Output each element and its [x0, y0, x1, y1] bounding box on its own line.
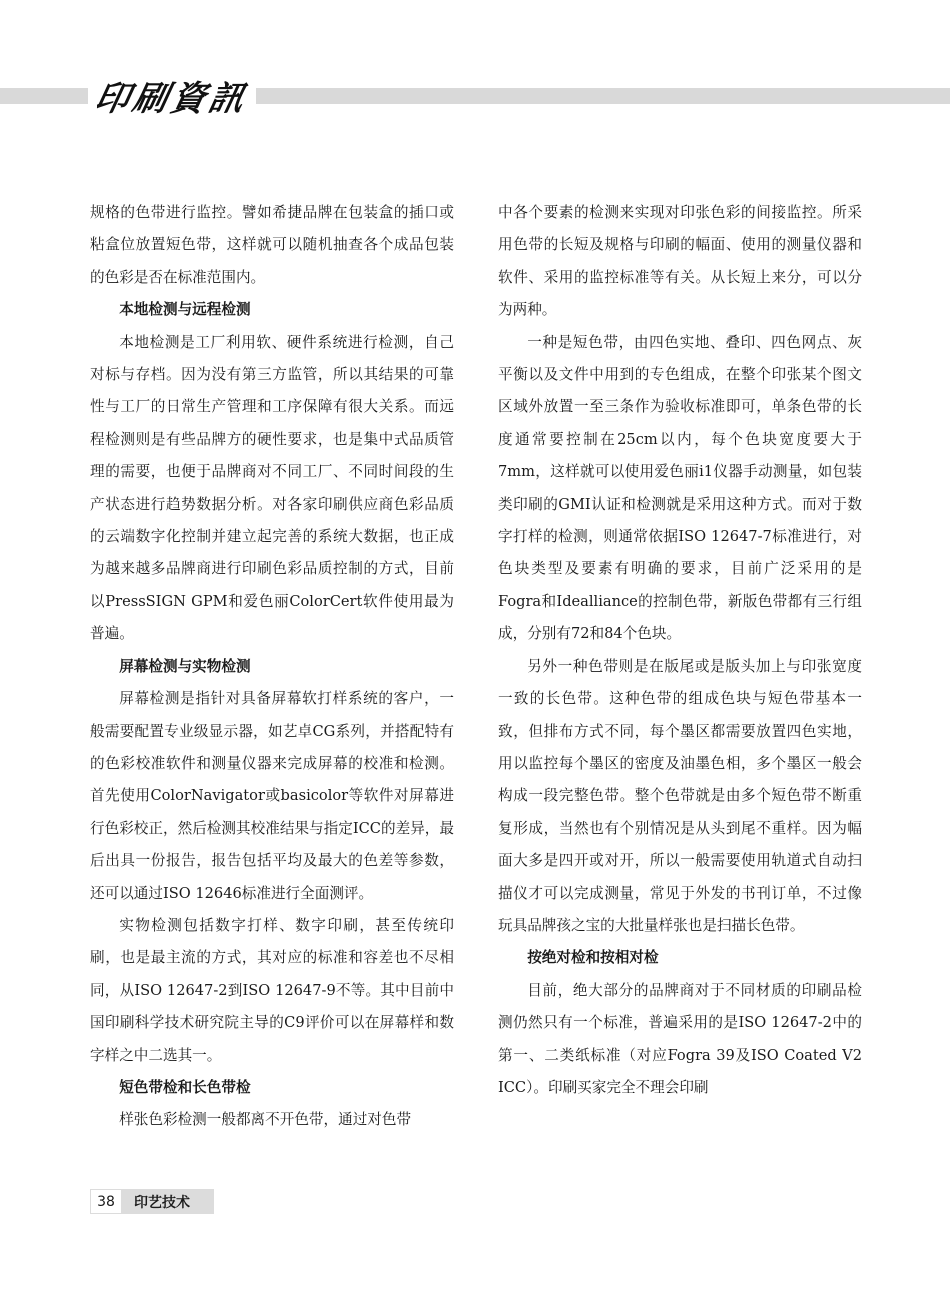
right-column — [498, 197, 862, 1104]
left-column — [90, 197, 454, 1137]
section-heading: 按绝对检和按相对检 — [527, 949, 659, 967]
logo-text: 印刷資訊 — [91, 78, 252, 119]
paragraph: 一种是短色带，由四色实地、叠印、四色网点、灰平衡以及文件中用到的专色组成，在整个印张某个图文区域外放置一至三条作为验收标准即可，单条色带的长度通常要控制在25cm以内，每个色块宽度要大于7mm，这样就可以使用爱色丽i1仪器手动测量，如包装类印刷的GMI认证和检测就是采用这种方式。而对于数字打样的检测，则通常依据ISO 12647-7标准进行，对色块类型及要素有明确的要求，目前广泛采用的是Fogra和Idealliance的控制色带，新版色带都有三行组成，分别有72和84个色块。 — [498, 333, 862, 643]
paragraph: 中各个要素的检测来实现对印张色彩的间接监控。所采用色带的长短及规格与印刷的幅面、使用的测量仪器和软件、采用的监控标准等有关。从长短上来分，可以分为两种。 — [498, 204, 862, 319]
magazine-logo — [88, 70, 256, 120]
paragraph: 样张色彩检测一般都离不开色带，通过对色带 — [119, 1111, 412, 1129]
paragraph: 目前，绝大部分的品牌商对于不同材质的印刷品检测仍然只有一个标准，普遍采用的是ISO 12647-2中的第一、二类纸标准（对应Fogra 39及ISO Coated V2 ICC）。印刷买家完全不理会印刷 — [498, 981, 862, 1096]
section-heading: 屏幕检测与实物检测 — [119, 657, 251, 675]
page-number: 38 — [90, 1189, 122, 1214]
paragraph: 本地检测是工厂利用软、硬件系统进行检测，自己对标与存档。因为没有第三方监管，所以其结果的可靠性与工厂的日常生产管理和工序保障有很大关系。而远程检测则是有些品牌方的硬性要求，也是集中式品质管理的需要，也便于品牌商对不同工厂、不同时间段的生产状态进行趋势数据分析。对各家印刷供应商色彩品质的云端数字化控制并建立起完善的系统大数据，也正成为越来越多品牌商进行印刷色彩品质控制的方式，目前以PressSIGN GPM和爱色丽ColorCert软件使用最为普遍。 — [90, 333, 454, 643]
paragraph: 实物检测包括数字打样、数字印刷，甚至传统印刷，也是最主流的方式，其对应的标准和容差也不尽相同，从ISO 12647-2到ISO 12647-9不等。其中目前中国印刷科学技术研究院主导的C9评价可以在屏幕样和数字样之中二选其一。 — [90, 916, 454, 1064]
paragraph: 另外一种色带则是在版尾或是版头加上与印张宽度一致的长色带。这种色带的组成色块与短色带基本一致，但排布方式不同，每个墨区都需要放置四色实地，用以监控每个墨区的密度及油墨色相，多个墨区一般会构成一段完整色带。整个色带就是由多个短色带不断重复形成，当然也有个别情况是从头到尾不重样。因为幅面大多是四开或对开，所以一般需要使用轨道式自动扫描仪才可以完成测量，常见于外发的书刊订单，不过像玩具品牌孩之宝的大批量样张也是扫描长色带。 — [498, 657, 862, 934]
section-heading: 短色带检和长色带检 — [119, 1078, 251, 1096]
page-footer — [90, 1189, 214, 1214]
publication-name: 印艺技术 — [134, 1194, 190, 1211]
paragraph: 规格的色带进行监控。譬如希捷品牌在包装盒的插口或粘盒位放置短色带，这样就可以随机抽查各个成品包装的色彩是否在标准范围内。 — [90, 204, 454, 286]
section-heading: 本地检测与远程检测 — [119, 301, 251, 319]
paragraph: 屏幕检测是指针对具备屏幕软打样系统的客户，一般需要配置专业级显示器，如艺卓CG系列，并搭配特有的色彩校准软件和测量仪器来完成屏幕的校准和检测。首先使用ColorNavigator或basicolor等软件对屏幕进行色彩校正，然后检测其校准结果与指定ICC的差异，最后出具一份报告，报告包括平均及最大的色差等参数，还可以通过ISO 12646标准进行全面测评。 — [90, 690, 454, 902]
